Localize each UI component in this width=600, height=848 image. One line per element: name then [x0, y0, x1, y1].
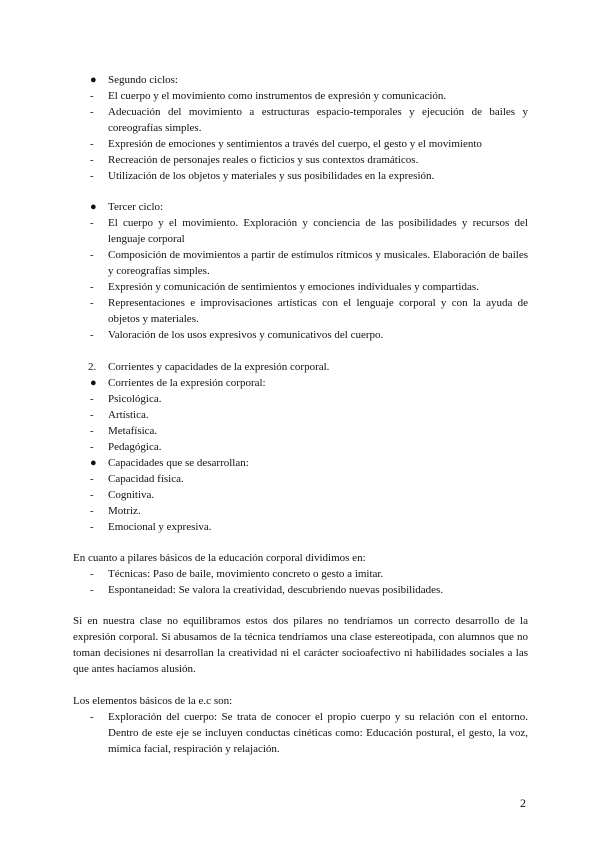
list-item: - El cuerpo y el movimiento como instrumentos de expresión y comunicación.	[90, 90, 447, 102]
capacidades-title: Capacidades que se desarrollan:	[108, 457, 249, 469]
dash-marker: -	[90, 138, 94, 150]
pilares-paragraph-block	[0, 613, 600, 677]
bullet-item	[0, 72, 600, 88]
list-item: - Espontaneidad: Se valora la creatividad, descubriendo nuevas posibilidades.	[90, 584, 444, 596]
section-corrientes-capacidades	[0, 359, 600, 535]
page-number: 2	[520, 796, 526, 810]
list-item: - Motriz.	[90, 505, 141, 517]
list-item: - Técnicas: Paso de baile, movimiento concreto o gesto a imitar.	[90, 568, 384, 580]
list-item: - Expresión de emociones y sentimientos a través del cuerpo, el gesto y el movimiento	[90, 138, 482, 150]
dash-marker: -	[90, 329, 94, 341]
dash-marker: -	[90, 584, 94, 596]
dash-marker: -	[90, 425, 94, 437]
pilares-paragraph: Si en nuestra clase no equilibramos estos dos pilares no tendríamos un correcto desarrollo de la expresión corporal. Si abusamos de la técnica tendríamos una clase estereotipada, con alumnos que no toman decisiones ni desarrollan la creatividad ni el carácter socioafectivo ni habilidades sociales a las que antes hacíamos alusión.	[73, 615, 528, 675]
dash-marker: -	[90, 154, 94, 166]
dash-marker: -	[90, 393, 94, 405]
bullet-item	[0, 199, 600, 215]
list-item: - Representaciones e improvisaciones artísticas con el lenguaje corporal y con la ayuda de objetos y materiales.	[90, 297, 528, 325]
list-item: - Capacidad física.	[90, 473, 184, 485]
numbered-heading	[0, 359, 600, 375]
dash-marker: -	[90, 505, 94, 517]
dash-marker: -	[90, 521, 94, 533]
list-item: - Valoración de los usos expresivos y comunicativos del cuerpo.	[90, 329, 384, 341]
list-item: - Adecuación del movimiento a estructuras espacio-temporales y ejecución de bailes y coreografías simples.	[90, 106, 528, 134]
dash-marker: -	[90, 711, 94, 723]
bullet-marker: ●	[90, 457, 97, 469]
corrientes-title: Corrientes de la expresión corporal:	[108, 377, 266, 389]
pilares-intro: En cuanto a pilares básicos de la educación corporal dividimos en:	[73, 552, 366, 564]
bullet-item	[0, 375, 600, 391]
dash-marker: -	[90, 170, 94, 182]
bullet-marker: ●	[90, 377, 97, 389]
section-tercer-ciclo	[0, 199, 600, 343]
section-segundo-ciclo	[0, 72, 600, 184]
list-item: - Exploración del cuerpo: Se trata de conocer el propio cuerpo y su relación con el entorno. Dentro de este eje se incluyen conductas cinéticas como: Educación postural, el gesto, la voz, mímica facial, respiración y relajación.	[90, 711, 528, 755]
section-title: Segundo ciclos:	[108, 74, 178, 86]
dash-marker: -	[90, 281, 94, 293]
section-elementos	[0, 693, 600, 757]
section-pilares	[0, 550, 600, 598]
dash-marker: -	[90, 297, 94, 309]
list-item: - Expresión y comunicación de sentimientos y emociones individuales y compartidas.	[90, 281, 479, 293]
list-item: - Cognitiva.	[90, 489, 155, 501]
bullet-marker: ●	[90, 201, 97, 213]
list-item: - Utilización de los objetos y materiales y sus posibilidades en la expresión.	[90, 170, 435, 182]
dash-marker: -	[90, 106, 94, 118]
dash-marker: -	[90, 249, 94, 261]
list-item: - Emocional y expresiva.	[90, 521, 212, 533]
heading-text: Corrientes y capacidades de la expresión corporal.	[108, 361, 330, 373]
dash-marker: -	[90, 568, 94, 580]
list-item: - Metafísica.	[90, 425, 158, 437]
list-item: - Pedagógica.	[90, 441, 162, 453]
list-item: - El cuerpo y el movimiento. Exploración y conciencia de las posibilidades y recursos del lenguaje corporal	[90, 217, 528, 245]
list-item: - Recreación de personajes reales o ficticios y sus contextos dramáticos.	[90, 154, 419, 166]
dash-marker: -	[90, 473, 94, 485]
heading-number: 2.	[88, 361, 97, 373]
dash-marker: -	[90, 489, 94, 501]
dash-marker: -	[90, 90, 94, 102]
dash-marker: -	[90, 217, 94, 229]
section-title: Tercer ciclo:	[108, 201, 164, 213]
list-item: - Artística.	[90, 409, 149, 421]
elementos-intro: Los elementos básicos de la e.c son:	[73, 695, 233, 707]
dash-marker: -	[90, 409, 94, 421]
list-item: - Composición de movimientos a partir de estímulos rítmicos y musicales. Elaboración de bailes y coreografías simples.	[90, 249, 528, 277]
dash-marker: -	[90, 441, 94, 453]
bullet-item	[0, 455, 600, 471]
bullet-marker: ●	[90, 74, 97, 86]
list-item: - Psicológica.	[90, 393, 162, 405]
